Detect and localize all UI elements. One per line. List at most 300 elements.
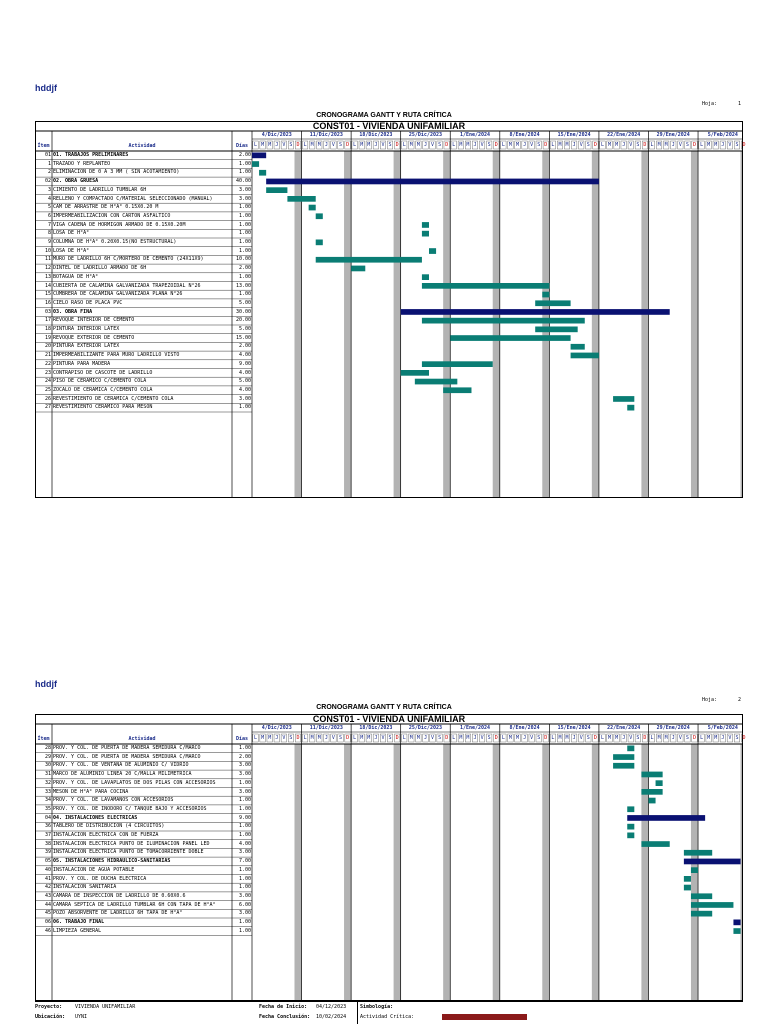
row-activity: PROV. Y COL. DE PUERTA DE MADERA SEMIDURA C/MARCO	[53, 745, 201, 751]
weekend-column	[344, 744, 351, 1001]
day-letter: S	[537, 142, 541, 148]
day-letter: M	[360, 735, 364, 741]
row-activity: CAMARA SEPTICA DE LADRILLO TUMBLAR 6H CON TAPA DE H°A°	[53, 901, 216, 908]
day-letter: L	[600, 735, 604, 741]
row-dias: 3.00	[238, 195, 251, 202]
row-dias: 2.00	[238, 152, 251, 158]
row-item-number: 7	[47, 221, 51, 228]
week-label: 1/Ene/2024	[459, 725, 491, 731]
row-item-number: 12	[44, 265, 51, 272]
weekend-column	[344, 151, 351, 498]
day-letter: D	[445, 142, 449, 148]
row-activity: REVOQUE INTERIOR DE CEMENTO	[53, 317, 135, 324]
row-activity: TRAZADO Y REPLANTEO	[53, 160, 111, 167]
day-letter: L	[551, 142, 555, 148]
task-bar	[535, 300, 570, 306]
row-item-number: 44	[44, 901, 51, 908]
day-letter: J	[523, 735, 527, 741]
week-label: 1/Ene/2024	[459, 132, 491, 138]
row-dias: 1.00	[238, 797, 251, 804]
day-letter: L	[650, 735, 654, 741]
hoja-label-text: Hoja:	[702, 697, 718, 703]
row-dias: 1.00	[238, 875, 251, 882]
day-letter: V	[282, 735, 286, 741]
fecha-conclusion-value: 10/02/2024	[316, 1014, 347, 1020]
day-letter: S	[289, 735, 293, 741]
day-letter: J	[622, 735, 626, 741]
row-activity: ZOCALO DE CERAMICA C/CEMENTO COLA	[53, 386, 153, 393]
task-bar	[641, 772, 662, 778]
day-letter: M	[508, 142, 512, 148]
row-item-number: 15	[44, 291, 51, 298]
row-dias: 1.00	[238, 927, 251, 934]
day-letter: S	[586, 142, 590, 148]
row-dias: 1.00	[238, 230, 251, 237]
row-dias: 2.00	[238, 343, 251, 350]
row-dias: 6.00	[238, 901, 251, 908]
day-letter: L	[254, 142, 258, 148]
row-dias: 3.00	[238, 892, 251, 899]
row-item-number: 43	[44, 892, 51, 899]
row-item-number: 03	[44, 308, 51, 315]
row-item-number: 11	[44, 256, 51, 263]
task-bar	[422, 283, 549, 289]
row-item-number: 4	[47, 195, 51, 202]
week-label: 18/Dic/2023	[359, 725, 393, 731]
day-letter: D	[494, 142, 498, 148]
day-letter: M	[466, 142, 470, 148]
day-letter: M	[608, 142, 612, 148]
day-letter: L	[551, 735, 555, 741]
row-item-number: 41	[44, 875, 51, 882]
row-activity: PINTURA PARA MADERA	[53, 360, 111, 367]
row-activity: INSTALACION ELECTRICA CON DE FUERZA	[53, 832, 159, 838]
week-label: 5/Feb/2024	[707, 132, 738, 138]
task-bar	[613, 754, 634, 760]
day-letter: S	[487, 735, 491, 741]
simbologia-label: Simbología:	[360, 1004, 394, 1010]
hoja-number: 1	[738, 101, 742, 107]
task-bar	[571, 353, 599, 359]
row-item-number: 29	[44, 753, 51, 760]
row-activity: 01. TRABAJOS PRELIMINARES	[53, 152, 129, 158]
row-activity: 05. INSTALACIONES HIDRAULICO-SANITARIAS	[53, 858, 171, 865]
row-activity: 03. OBRA FINA	[53, 308, 93, 315]
row-dias: 1.00	[238, 239, 251, 245]
weekend-column	[592, 151, 599, 498]
day-letter: M	[664, 142, 668, 148]
week-label: 4/Dic/2023	[261, 132, 292, 138]
row-dias: 1.00	[238, 884, 251, 891]
task-bar	[627, 746, 634, 752]
row-item-number: 37	[44, 832, 51, 838]
day-letter: M	[707, 735, 711, 741]
weekend-column	[542, 744, 549, 1001]
day-letter: J	[572, 142, 576, 148]
weekend-column	[592, 744, 599, 1001]
day-letter: V	[431, 735, 435, 741]
day-letter: D	[643, 142, 647, 148]
row-item-number: 46	[44, 927, 51, 934]
day-letter: M	[558, 735, 562, 741]
day-letter: L	[402, 735, 406, 741]
week-label: 22/Ene/2024	[607, 725, 641, 731]
task-bar	[316, 240, 323, 246]
week-label: 25/Dic/2023	[408, 132, 442, 138]
row-activity: CONTRAPISO DE CASCOTE DE LADRILLO	[53, 369, 153, 376]
row-item-number: 40	[44, 866, 51, 873]
week-label: 11/Dic/2023	[309, 132, 343, 138]
day-letter: M	[317, 735, 321, 741]
day-letter: D	[544, 735, 548, 741]
day-letter: M	[459, 735, 463, 741]
row-item-number: 36	[44, 823, 51, 830]
row-activity: INSTALACION ELECTRICA PUNTO DE ILUMINACION PANEL LED	[53, 840, 210, 847]
row-dias: 1.00	[238, 779, 251, 786]
day-letter: L	[402, 142, 406, 148]
day-letter: M	[261, 142, 265, 148]
day-letter: V	[530, 142, 534, 148]
row-dias: 40.00	[235, 178, 251, 185]
task-bar	[443, 387, 471, 393]
summary-bar	[733, 920, 740, 926]
row-dias: 3.00	[238, 186, 251, 193]
day-letter: D	[742, 735, 746, 741]
day-letter: M	[608, 735, 612, 741]
row-activity: MURO DE LADRILLO 6H C/MORTERO DE CEMENTO (24X11X9)	[53, 256, 204, 263]
day-letter: D	[692, 142, 696, 148]
header-item: Ítem	[37, 736, 50, 742]
row-item-number: 18	[44, 326, 51, 332]
task-bar	[316, 257, 422, 263]
day-letter: L	[501, 142, 505, 148]
day-letter: J	[423, 142, 427, 148]
task-bar	[571, 344, 585, 350]
day-letter: M	[714, 735, 718, 741]
weekend-column	[294, 151, 301, 498]
day-letter: L	[650, 142, 654, 148]
fecha-inicio-value: 04/12/2023	[316, 1004, 347, 1010]
task-bar	[422, 231, 429, 237]
day-letter: V	[678, 735, 682, 741]
day-letter: S	[685, 735, 689, 741]
row-item-number: 35	[44, 805, 51, 812]
day-letter: M	[367, 735, 371, 741]
row-dias: 1.00	[238, 823, 251, 830]
day-letter: J	[374, 735, 378, 741]
task-bar	[691, 867, 698, 873]
row-activity: MESON DE H°A° PARA COCINA	[53, 788, 129, 795]
row-item-number: 8	[47, 230, 51, 237]
task-bar	[641, 841, 669, 847]
row-item-number: 38	[44, 840, 51, 847]
row-dias: 30.00	[235, 308, 251, 315]
hoja-label	[702, 697, 717, 703]
row-item-number: 3	[47, 186, 51, 193]
day-letter: M	[416, 142, 420, 148]
day-letter: D	[296, 735, 300, 741]
ubicacion-value: UYNI	[75, 1014, 88, 1020]
gantt-sheet-2	[35, 714, 746, 1001]
row-activity: POZO ABSORVENTE DE LADRILLO 6H TAPA DE H°A°	[53, 910, 183, 917]
row-item-number: 28	[44, 745, 51, 751]
row-item-number: 20	[44, 343, 51, 350]
week-label: 18/Dic/2023	[359, 132, 393, 138]
weekend-column	[691, 151, 698, 498]
task-bar	[422, 274, 429, 280]
row-activity: PROV. Y COL. DE LAVAPLATOS DE DOS PILAS CON ACCESORIOS	[53, 779, 216, 786]
weekend-column	[493, 151, 500, 498]
week-label: 8/Ene/2024	[509, 725, 540, 731]
weekend-column	[641, 744, 648, 1001]
row-activity: INSTALACION ELECTRICA PUNTO DE TOMACORRIENTE DOBLE	[53, 849, 204, 856]
row-activity: IMPERMEABILIZACION CON CARTON ASFALTICO	[53, 212, 171, 219]
header-item: Ítem	[37, 143, 50, 149]
day-letter: S	[338, 142, 342, 148]
row-activity: CAMARA DE INSPECCION DE LADRILLO DE 0.60X0.6	[53, 892, 186, 899]
task-bar	[684, 850, 712, 856]
day-letter: V	[431, 142, 435, 148]
ubicacion-label: Ubicación:	[35, 1014, 66, 1020]
day-letter: J	[324, 735, 328, 741]
row-activity: CIELO RASO DE PLACA PVC	[53, 299, 123, 306]
summary-bar	[627, 815, 705, 821]
task-bar	[684, 885, 691, 891]
day-letter: V	[728, 735, 732, 741]
day-letter: S	[438, 735, 442, 741]
row-activity: PINTURA INTERIOR LATEX	[53, 326, 120, 332]
row-item-number: 04	[44, 814, 51, 821]
row-activity: LOSA DE H°A°	[53, 230, 90, 237]
row-activity: PROV. Y COL. DE PUERTA DE MADERA SEMIDURA C/MARCO	[53, 753, 201, 760]
day-letter: L	[700, 142, 704, 148]
day-letter: D	[643, 735, 647, 741]
day-letter: V	[331, 142, 335, 148]
row-dias: 3.00	[238, 771, 251, 778]
fecha-inicio-label: Fecha de Inicio:	[259, 1004, 308, 1010]
gantt-sheet-1	[35, 121, 746, 498]
row-item-number: 25	[44, 386, 51, 393]
row-item-number: 34	[44, 797, 51, 804]
day-letter: M	[310, 142, 314, 148]
week-label: 22/Ene/2024	[607, 132, 641, 138]
task-bar	[656, 780, 663, 786]
weekend-column	[443, 744, 450, 1001]
row-activity: IMPERMEABILIZANTE PARA MURO LADRILLO VISTO	[53, 352, 180, 359]
row-item-number: 21	[44, 352, 51, 359]
day-letter: M	[558, 142, 562, 148]
day-letter: J	[275, 142, 279, 148]
row-item-number: 1	[47, 160, 51, 167]
row-dias: 9.00	[238, 360, 251, 367]
row-item-number: 05	[44, 858, 51, 865]
row-item-number: 39	[44, 849, 51, 856]
day-letter: M	[615, 735, 619, 741]
row-activity: 02. OBRA GRUESA	[53, 178, 99, 185]
weekend-column	[394, 151, 401, 498]
task-bar	[613, 396, 634, 402]
row-activity: REVESTIMIENTO DE CERAMICA C/CEMENTO COLA	[53, 395, 174, 402]
day-letter: V	[530, 735, 534, 741]
week-label: 4/Dic/2023	[261, 725, 292, 731]
row-item-number: 22	[44, 360, 51, 367]
row-item-number: 5	[47, 204, 51, 211]
day-letter: M	[409, 142, 413, 148]
row-dias: 1.00	[238, 805, 251, 812]
header-actividad: Actividad	[128, 143, 156, 149]
header-dias: Días	[235, 143, 249, 149]
row-dias: 3.00	[238, 395, 251, 402]
row-activity: ELIMINACION DE 0 A 3 MM ( SIN ACOTAMIENTO)	[53, 169, 180, 176]
day-letter: M	[657, 142, 661, 148]
day-letter: D	[395, 735, 399, 741]
row-item-number: 06	[44, 919, 51, 925]
row-item-number: 33	[44, 788, 51, 795]
row-activity: 06. TRABAJO FINAL	[53, 919, 105, 925]
row-dias: 1.00	[238, 160, 251, 167]
day-letter: D	[742, 142, 746, 148]
header-dias: Días	[235, 736, 249, 742]
row-item-number: 23	[44, 369, 51, 376]
row-dias: 1.00	[238, 169, 251, 176]
day-letter: S	[289, 142, 293, 148]
day-letter: L	[700, 735, 704, 741]
row-activity: PROV. Y COL. DE LAVAMANOS CON ACCESORIOS	[53, 797, 174, 804]
row-activity: CUMBRERA DE CALAMINA GALVANIZADA PLANA N°26	[53, 291, 183, 298]
day-letter: M	[615, 142, 619, 148]
day-letter: L	[303, 735, 307, 741]
row-activity: REVESTIMIENTO CERAMICO PARA MESON	[53, 404, 153, 411]
row-activity: CIMIENTO DE LADRILLO TUMBLAR 6H	[53, 186, 147, 193]
task-bar	[627, 806, 634, 812]
day-letter: S	[338, 735, 342, 741]
task-bar	[422, 318, 585, 324]
day-letter: J	[473, 735, 477, 741]
row-dias: 1.00	[238, 291, 251, 298]
day-letter: M	[664, 735, 668, 741]
task-bar	[627, 824, 634, 830]
day-letter: S	[438, 142, 442, 148]
task-bar	[422, 222, 429, 228]
row-item-number: 26	[44, 395, 51, 402]
row-activity: DINTEL DE LADRILLO ARMADO DE 6H	[53, 265, 147, 272]
week-label: 15/Ene/2024	[557, 132, 591, 138]
day-letter: S	[487, 142, 491, 148]
task-bar	[259, 170, 266, 176]
row-activity: RELLENO Y COMPACTADO C/MATERIAL SELECCIONADO (MANUAL)	[53, 195, 213, 202]
day-letter: S	[586, 735, 590, 741]
row-item-number: 2	[47, 169, 51, 176]
row-dias: 1.00	[238, 866, 251, 873]
row-dias: 1.00	[238, 919, 251, 925]
footer-divider	[357, 1002, 358, 1024]
week-label: 29/Ene/2024	[656, 725, 690, 731]
day-letter: V	[629, 142, 633, 148]
day-letter: D	[593, 142, 597, 148]
task-bar	[691, 911, 712, 917]
row-dias: 7.00	[238, 858, 251, 865]
task-bar	[415, 379, 457, 385]
gantt-title: CRONOGRAMA GANTT Y RUTA CRÍTICA	[316, 704, 452, 711]
row-dias: 9.00	[238, 814, 251, 821]
day-letter: M	[657, 735, 661, 741]
row-item-number: 45	[44, 910, 51, 917]
day-letter: D	[445, 735, 449, 741]
task-bar	[422, 361, 493, 367]
day-letter: V	[480, 142, 484, 148]
day-letter: M	[508, 735, 512, 741]
task-bar	[401, 370, 429, 376]
row-item-number: 6	[47, 212, 51, 219]
row-dias: 1.00	[238, 404, 251, 411]
day-letter: J	[572, 735, 576, 741]
row-dias: 5.00	[238, 299, 251, 306]
day-letter: M	[515, 735, 519, 741]
row-dias: 4.00	[238, 840, 251, 847]
day-letter: S	[735, 142, 739, 148]
hoja-label-text: Hoja:	[702, 101, 718, 107]
week-label: 15/Ene/2024	[557, 725, 591, 731]
row-item-number: 32	[44, 779, 51, 786]
summary-bar	[401, 309, 670, 315]
day-letter: J	[622, 142, 626, 148]
day-letter: M	[310, 735, 314, 741]
day-letter: S	[388, 735, 392, 741]
week-label: 25/Dic/2023	[408, 725, 442, 731]
row-activity: VIGA CADENA DE HORMIGON ARMADO DE 0.15X0.20M	[53, 221, 186, 228]
row-dias: 3.00	[238, 910, 251, 917]
row-item-number: 01	[44, 152, 51, 158]
task-bar	[252, 161, 259, 167]
day-letter: S	[537, 735, 541, 741]
row-activity: PROV. Y COL. DE VENTANA DE ALUMINIO C/ VIDRIO	[53, 762, 189, 769]
day-letter: L	[452, 142, 456, 148]
day-letter: M	[714, 142, 718, 148]
task-bar	[684, 876, 691, 882]
task-bar	[542, 292, 549, 298]
day-letter: M	[565, 735, 569, 741]
day-letter: V	[331, 735, 335, 741]
day-letter: M	[317, 142, 321, 148]
row-dias: 4.00	[238, 369, 251, 376]
row-item-number: 10	[44, 247, 51, 254]
task-bar	[266, 187, 287, 193]
row-item-number: 19	[44, 334, 51, 341]
task-bar	[733, 928, 740, 934]
task-bar	[287, 196, 315, 202]
day-letter: D	[296, 142, 300, 148]
task-bar	[429, 248, 436, 254]
weekend-column	[493, 744, 500, 1001]
row-activity: PINTURA EXTERIOR LATEX	[53, 343, 120, 350]
day-letter: M	[466, 735, 470, 741]
fecha-conclusion-label: Fecha Conclusión:	[259, 1014, 311, 1020]
row-activity: COLUMNA DE H°A° 0.20X0.15(NO ESTRUCTURAL)	[53, 239, 177, 245]
row-dias: 1.00	[238, 212, 251, 219]
hoja-number: 2	[738, 697, 742, 703]
row-activity: 04. INSTALACIONES ELECTRICAS	[53, 814, 138, 821]
day-letter: V	[381, 735, 385, 741]
day-letter: J	[721, 735, 725, 741]
row-activity: PROV. Y COL. DE DUCHA ELECTRICA	[53, 875, 147, 882]
row-dias: 3.00	[238, 762, 251, 769]
gantt-title: CRONOGRAMA GANTT Y RUTA CRÍTICA	[316, 112, 452, 119]
task-bar	[316, 213, 323, 219]
row-dias: 20.00	[235, 317, 251, 324]
day-letter: S	[735, 735, 739, 741]
day-letter: L	[303, 142, 307, 148]
day-letter: L	[254, 735, 258, 741]
